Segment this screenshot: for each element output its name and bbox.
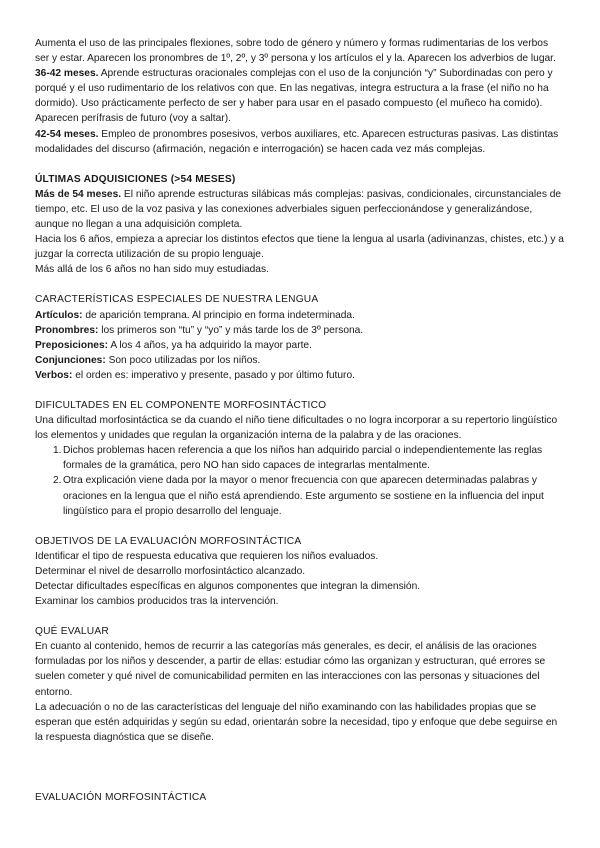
caracteristica-item: Conjunciones: Son poco utilizadas por los niños. — [35, 354, 261, 366]
caracteristica-item: Preposiciones: A los 4 años, ya ha adquirido la mayor parte. — [35, 339, 312, 351]
ultimas-paragraph-1: Más de 54 meses. El niño aprende estructuras silábicas más complejas: pasivas, condicionales, circunstanciales de tiempo, etc. El uso de la voz pasiva y las conexiones adverbiales siguen perfeccionándose y generalizándose, aunque no llegan a una adquisición completa. — [35, 188, 562, 231]
list-item: 1. Dichos problemas hacen referencia a que los niños han adquirido parcial o independientemente las reglas formales de la gramática, pero NO han sido capaces de integrarlas mentalmente. — [53, 445, 543, 472]
ultimas-paragraph-2: Hacia los 6 años, empieza a apreciar los distintos efectos que tiene la lengua al usarla (adivinanzas, chistes, etc.) y a juzgar la correcta utilización de su propio lenguaje. — [35, 234, 564, 261]
objetivo-line: Determinar el nivel de desarrollo morfosintáctico alcanzado. — [35, 565, 306, 577]
age-label-36-42: 36-42 meses. — [35, 68, 99, 80]
caracteristica-item: Artículos: de aparición temprana. Al principio en forma indeterminada. — [35, 309, 355, 321]
dificultades-list — [35, 443, 565, 518]
objetivo-line: Identificar el tipo de respuesta educativa que requieren los niños evaluados. — [35, 550, 379, 562]
objetivo-line: Examinar los cambios producidos tras la intervención. — [35, 596, 279, 608]
list-item: 2. Otra explicación viene dada por la mayor o menor frecuencia con que aparecen determinadas palabras y oraciones en la lengua que el niño está aprendiendo. Este argumento se sostiene en la influencia del input lingüístico para el propio desarrollo del lenguaje. — [53, 475, 544, 517]
section-title-ultimas: ÚLTIMAS ADQUISICIONES (>54 MESES) — [35, 173, 236, 185]
dificultades-paragraph: Una dificultad morfosintáctica se da cuando el niño tiene dificultades o no logra incorporar a su repertorio lingüístico los elementos y unidades que regulan la organización interna de la palabra y de las oraciones. — [35, 415, 558, 442]
intro-paragraph-1: Aumenta el uso de las principales flexiones, sobre todo de género y número y formas rudimentarias de los verbos ser y estar. Aparecen los pronombres de 1º, 2º, y 3º persona y los artículos el y la. Aparecen los adverbios de lugar. — [35, 38, 556, 65]
section-title-caracteristicas: CARACTERÍSTICAS ESPECIALES DE NUESTRA LENGUA — [35, 294, 319, 306]
que-evaluar-paragraph-1: En cuanto al contenido, hemos de recurrir a las categorías más generales, es decir, el análisis de las oraciones formuladas por los niños y descender, a partir de ellas: estudiar cómo las organizan y estructuran, qué errores se suelen cometer y qué nivel de comunicabilidad permiten en las interacciones con las personas y situaciones del entorno. — [35, 641, 546, 698]
intro-paragraph-2: 36-42 meses. Aprende estructuras oracionales complejas con el uso de la conjunción “y” Subordinadas con pero y porqué y el uso rudimentario de los relativos con que. En las negativas, integra estructura a la frase (el niño no ha dormido). Uso prácticamente perfecto de ser y haber para usar en el pasado compuesto (el muñeco ha comido). Aparecen perífrasis de futuro (voy a saltar). — [35, 68, 553, 125]
age-label-42-54: 42-54 meses. — [35, 128, 99, 140]
intro-paragraph-3: 42-54 meses. Empleo de pronombres posesivos, verbos auxiliares, etc. Aparecen estructuras pasivas. Las distintas modalidades del discurso (afirmación, negación e interrogación) se hacen cada vez más complejas. — [35, 128, 559, 155]
section-title-evaluacion: EVALUACIÓN MORFOSINTÁCTICA — [35, 791, 207, 803]
caracteristica-item: Pronombres: los primeros son “tu” y “yo” y más tarde los de 3º persona. — [35, 324, 364, 336]
section-title-objetivos: OBJETIVOS DE LA EVALUACIÓN MORFOSINTÁCTICA — [35, 535, 302, 547]
document-page — [35, 36, 565, 805]
section-title-dificultades: DIFICULTADES EN EL COMPONENTE MORFOSINTÁCTICO — [35, 399, 327, 411]
section-title-que-evaluar: QUÉ EVALUAR — [35, 626, 109, 638]
caracteristica-item: Verbos: el orden es: imperativo y presente, pasado y por último futuro. — [35, 369, 355, 381]
que-evaluar-paragraph-2: La adecuación o no de las características del lenguaje del niño examinando con las habilidades propias que se esperan que estén adquiridas y según su edad, orientarán sobre la necesidad, tipo y enfoque que debe seguirse en la respuesta diagnóstica que se diseñe. — [35, 701, 558, 743]
objetivo-line: Detectar dificultades específicas en algunos componentes que integran la dimensión. — [35, 581, 421, 592]
age-label-54: Más de 54 meses. — [35, 188, 122, 200]
ultimas-paragraph-3: Más allá de los 6 años no han sido muy estudiadas. — [35, 264, 269, 276]
